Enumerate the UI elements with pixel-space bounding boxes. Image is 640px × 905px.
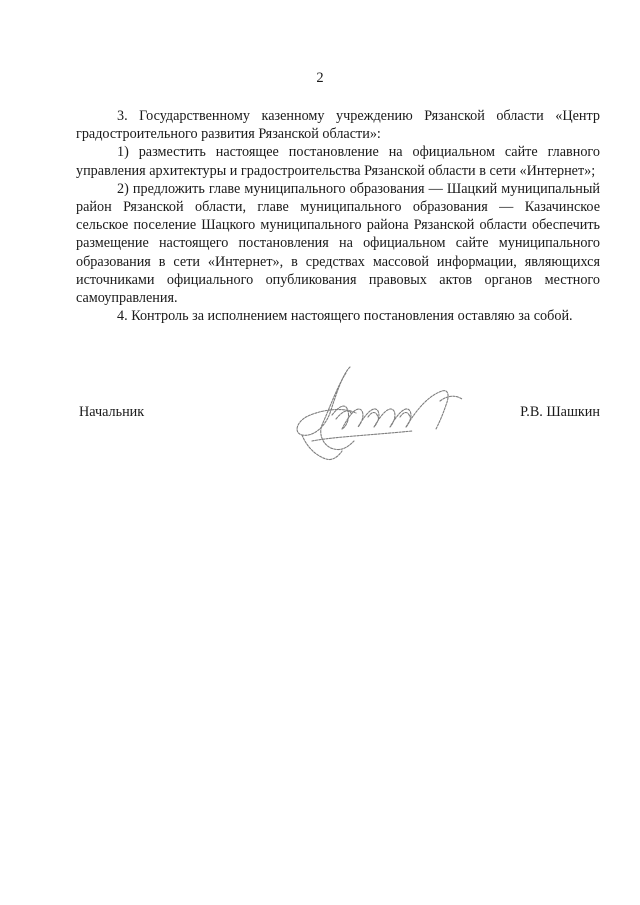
handwritten-signature [272, 355, 472, 465]
paragraph-subitem-2: 2) предложить главе муниципального образования — Шацкий муниципальный район Рязанской области, главе муниципального образования — Казачинское сельское поселение Шацкого муниципального района Рязанской области обеспечить размещение настоящего постановления на официальном сайте муниципального образования в сети «Интернет», в средствах массовой информации, являющихся источниками официального опубликования правовых актов органов местного самоуправления. [76, 180, 600, 307]
signer-name: Р.В. Шашкин [520, 404, 600, 420]
document-body [76, 107, 600, 325]
paragraph-item-3: 3. Государственному казенному учреждению Рязанской области «Центр градостроительного развития Рязанской области»: [76, 108, 600, 143]
paragraph-item-4: 4. Контроль за исполнением настоящего постановления оставляю за собой. [117, 308, 573, 325]
paragraph-subitem-1: 1) разместить настоящее постановление на официальном сайте главного управления архитектуры и градостроительства Рязанской области в сети «Интернет»; [76, 144, 600, 179]
signer-position-title: Начальник [79, 404, 145, 420]
page-number: 2 [316, 70, 324, 86]
